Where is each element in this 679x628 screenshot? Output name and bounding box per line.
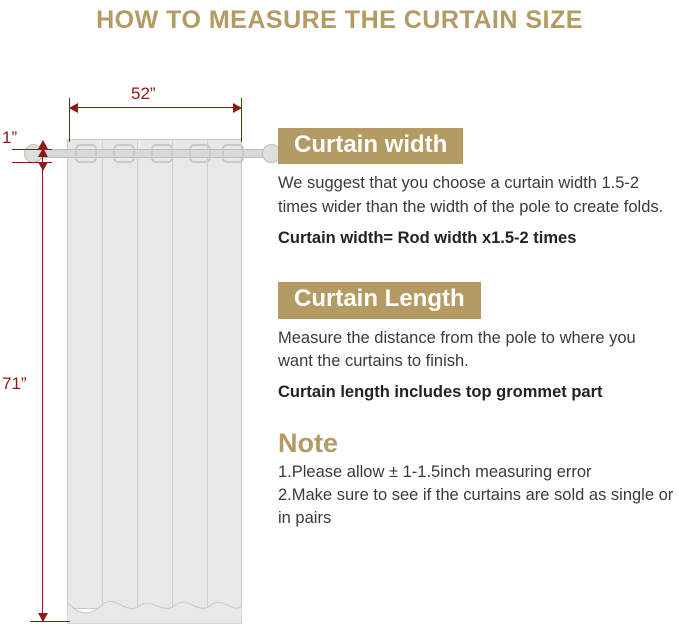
height-label: 71” xyxy=(2,374,27,393)
section-body-curtain-length: Measure the distance from the pole to where you want the curtains to finish. xyxy=(278,328,636,371)
curtain-diagram xyxy=(0,44,280,628)
width-dimension-line xyxy=(69,107,242,108)
instructions-panel xyxy=(278,128,678,530)
section-formula-curtain-length: Curtain length includes top grommet part xyxy=(278,383,603,402)
width-label: 52” xyxy=(131,84,156,103)
section-heading-curtain-width: Curtain width xyxy=(278,128,463,164)
width-arrow-right-icon xyxy=(233,103,242,113)
rod-gap-arrow-down-icon xyxy=(38,162,48,171)
grommet-icon xyxy=(75,144,97,163)
height-arrow-up-icon xyxy=(38,148,48,157)
section-formula-curtain-width: Curtain width= Rod width x1.5-2 times xyxy=(278,229,577,248)
width-arrow-left-icon xyxy=(69,103,78,113)
section-body-curtain-width: We suggest that you choose a curtain width 1.5-2 times wider than the width of the pole to create folds. xyxy=(278,174,664,216)
rod-gap-label: 1” xyxy=(2,128,18,147)
height-arrow-down-icon xyxy=(38,613,48,622)
height-dimension-line xyxy=(42,150,43,622)
grommet-icon xyxy=(189,144,211,163)
grommet-icon xyxy=(113,144,135,163)
height-bottom-guide xyxy=(30,621,70,622)
note-heading: Note xyxy=(278,428,338,459)
curtain-hem-wave xyxy=(67,600,242,624)
grommet-icon xyxy=(151,144,173,163)
section-heading-curtain-length: Curtain Length xyxy=(278,282,481,318)
note-line-2: 2.Make sure to see if the curtains are sold as single or in pairs xyxy=(278,486,674,527)
curtain-panel-illustration xyxy=(67,139,242,609)
page-title: HOW TO MEASURE THE CURTAIN SIZE xyxy=(96,5,583,34)
grommet-icon xyxy=(222,144,244,163)
note-line-1: 1.Please allow ± 1-1.5inch measuring error xyxy=(278,463,592,482)
